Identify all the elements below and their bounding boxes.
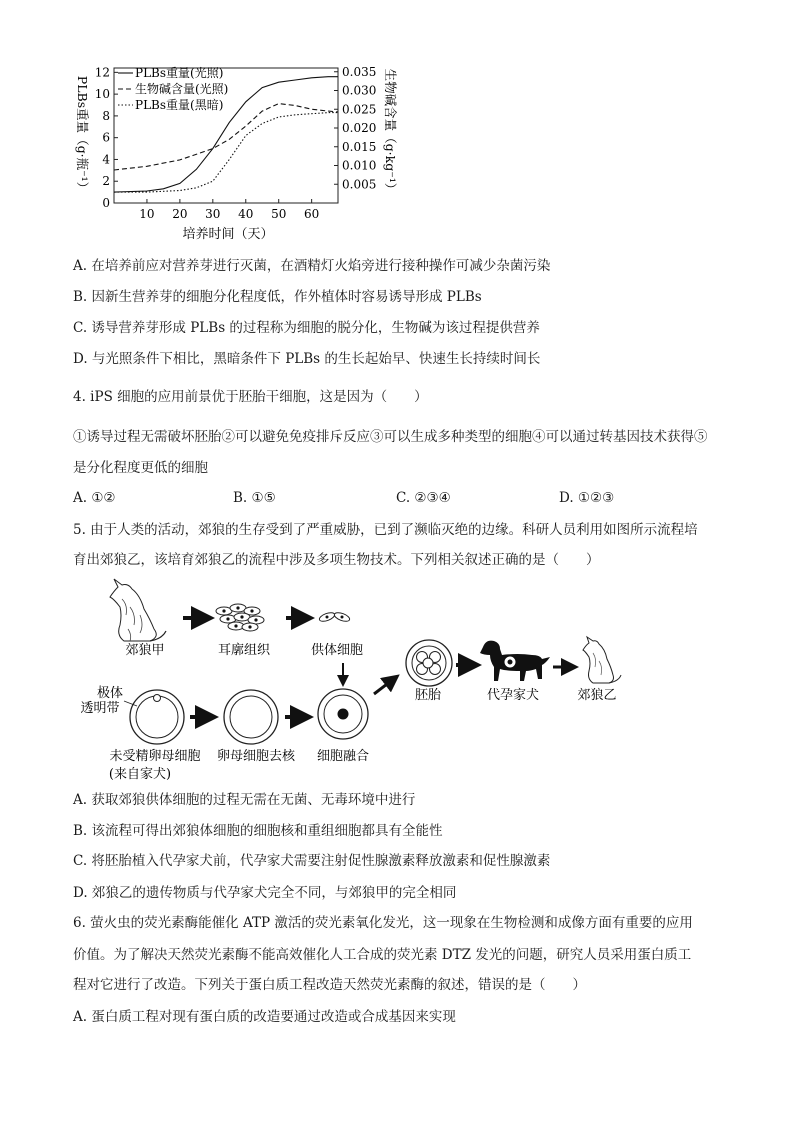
zona-label: 透明带	[80, 701, 120, 716]
y-left-tick-label: 4	[102, 152, 110, 167]
series-line	[114, 113, 338, 193]
x-tick-label: 20	[172, 207, 188, 221]
x-tick-label: 10	[139, 207, 155, 221]
wolf-b-icon	[583, 637, 621, 683]
embryo-label: 胚胎	[414, 688, 442, 703]
ear-tissue-label: 耳廓组织	[217, 643, 271, 658]
q6-line1: 6. 萤火虫的荧光素酶能催化 ATP 激活的荧光素氧化发光，这一现象在生物检测和成像方面有重要的应用	[73, 915, 693, 931]
y-right-tick-label: 0.015	[342, 139, 377, 154]
q4-statement-line1: ①诱导过程无需破坏胚胎②可以避免免疫排斥反应③可以生成多种类型的细胞④可以通过转基因技术获得⑤	[73, 429, 708, 445]
y-left-tick-label: 12	[94, 65, 110, 80]
chart-legend	[118, 65, 228, 112]
legend-label: 生物碱含量(光照)	[135, 82, 229, 96]
y-right-axis-label: 生物碱含量（g·kg⁻¹）	[383, 68, 398, 196]
y-left-tick-label: 8	[102, 108, 110, 123]
donor-cell-icon	[318, 611, 350, 623]
y-left-tick-label: 2	[102, 174, 110, 189]
oocyte-label-line2: (来自家犬)	[108, 767, 172, 782]
q4-option-a: A. ①②	[73, 490, 116, 506]
y-right-tick-label: 0.010	[342, 158, 377, 173]
wolf-b-label: 郊狼乙	[577, 688, 617, 703]
enucleated-oocyte-icon	[224, 690, 278, 744]
donor-cell-label: 供体细胞	[310, 643, 364, 658]
fusion-label: 细胞融合	[316, 749, 370, 764]
q5-option-a: A. 获取郊狼供体细胞的过程无需在无菌、无毒环境中进行	[73, 792, 416, 808]
q4-stem: 4. iPS 细胞的应用前景优于胚胎干细胞，这是因为（ ）	[73, 389, 428, 405]
q3-option-c: C. 诱导营养芽形成 PLBs 的过程称为细胞的脱分化，生物碱为该过程提供营养	[73, 320, 540, 336]
y-right-tick-label: 0.035	[342, 64, 377, 79]
q4-option-d: D. ①②③	[559, 490, 615, 506]
x-tick-label: 50	[271, 207, 287, 221]
q5-option-c: C. 将胚胎植入代孕家犬前，代孕家犬需要注射促性腺激素释放激素和促性腺激素	[73, 853, 551, 869]
ear-tissue-icon	[216, 604, 264, 631]
embryo-icon	[406, 640, 452, 686]
cloning-flow-diagram	[0, 575, 794, 785]
q3-option-a: A. 在培养前应对营养芽进行灭菌，在酒精灯火焰旁进行接种操作可减少杂菌污染	[73, 258, 551, 274]
q3-option-b: B. 因新生营养芽的细胞分化程度低，作外植体时容易诱导形成 PLBs	[73, 289, 482, 305]
y-right-tick-label: 0.025	[342, 102, 377, 117]
legend-label: PLBs重量(黑暗)	[135, 98, 224, 112]
wolf-a-icon	[110, 579, 166, 641]
y-left-tick-label: 6	[102, 130, 110, 145]
q5-stem-line1: 5. 由于人类的活动，郊狼的生存受到了严重威胁，已到了濒临灭绝的边缘。科研人员利用如图所示流程培	[73, 522, 698, 538]
y-left-tick-label: 10	[94, 87, 110, 102]
q6-line2: 价值。为了解决天然荧光素酶不能高效催化人工合成的荧光素 DTZ 发光的问题，研究人员采用蛋白质工	[73, 947, 692, 963]
x-tick-label: 60	[304, 207, 320, 221]
wolf-a-label: 郊狼甲	[125, 643, 165, 658]
y-left-tick-label: 0	[102, 196, 110, 210]
series-line	[114, 104, 338, 170]
q3-option-d: D. 与光照条件下相比，黑暗条件下 PLBs 的生长起始早、快速生长持续时间长	[73, 351, 541, 367]
q5-option-d: D. 郊狼乙的遗传物质与代孕家犬完全不同，与郊狼甲的完全相同	[73, 885, 457, 901]
surrogate-dog-icon	[480, 641, 550, 681]
x-tick-label: 30	[205, 207, 221, 221]
x-axis-label: 培养时间（天）	[182, 227, 274, 242]
q4-option-c: C. ②③④	[396, 490, 451, 506]
y-left-axis-label: PLBs重量（g·瓶⁻¹）	[75, 75, 90, 195]
polar-body-label: 极体	[96, 686, 124, 701]
q6-option-a: A. 蛋白质工程对现有蛋白质的改造要通过改造或合成基因来实现	[73, 1009, 456, 1025]
plbs-growth-chart	[0, 0, 794, 250]
oocyte-icon	[124, 690, 184, 744]
x-tick-label: 40	[238, 207, 254, 221]
oocyte-label-line1: 未受精卵母细胞	[109, 749, 201, 764]
enucleation-label: 卵母细胞去核	[216, 749, 296, 764]
q5-stem-line2: 育出郊狼乙，该培育郊狼乙的流程中涉及多项生物技术。下列相关叙述正确的是（ ）	[73, 552, 600, 568]
y-right-tick-label: 0.005	[342, 177, 377, 192]
legend-label: PLBs重量(光照)	[135, 66, 224, 80]
surrogate-label: 代孕家犬	[486, 688, 540, 703]
q6-line3: 程对它进行了改造。下列关于蛋白质工程改造天然荧光素酶的叙述，错误的是（ ）	[73, 977, 586, 993]
q4-statement-line2: 是分化程度更低的细胞	[73, 460, 208, 476]
q4-option-b: B. ①⑤	[233, 490, 276, 506]
fused-cell-icon	[318, 689, 368, 739]
y-right-tick-label: 0.030	[342, 83, 377, 98]
q5-option-b: B. 该流程可得出郊狼体细胞的细胞核和重组细胞都具有全能性	[73, 823, 443, 839]
y-right-tick-label: 0.020	[342, 121, 377, 135]
